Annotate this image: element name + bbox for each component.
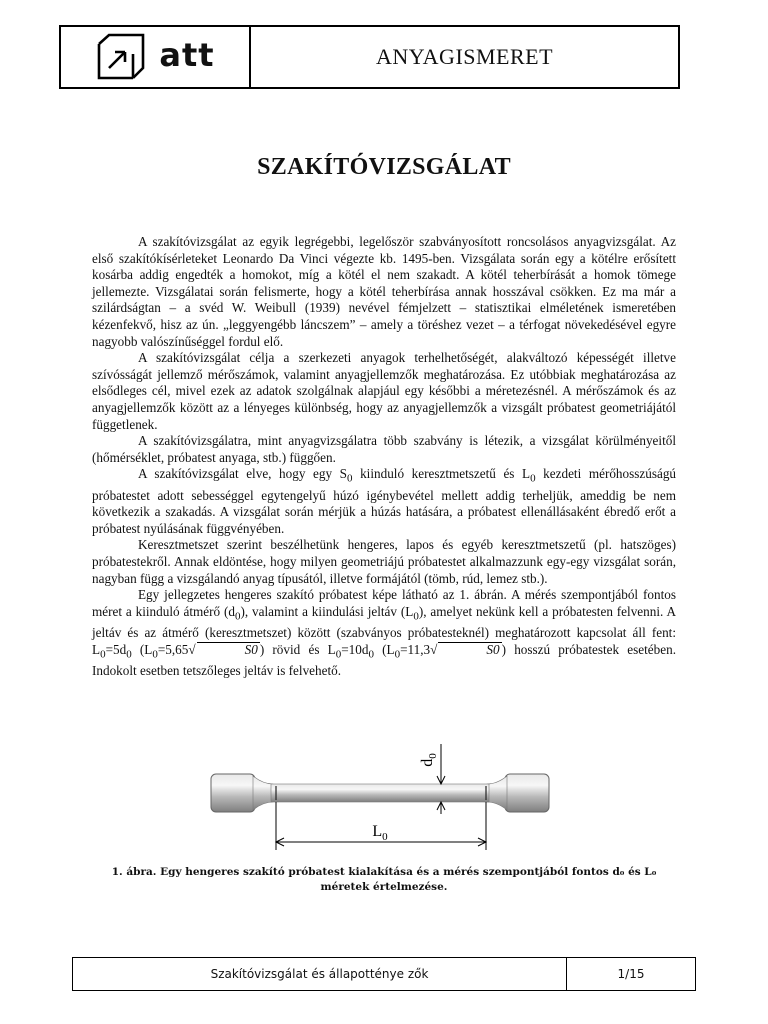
paragraph-3: A szakítóvizsgálatra, mint anyagvizsgálatra több szabvány is létezik, a vizsgálat körülményeitől (hőmérséklet, próbatest anyaga, stb.) függően. <box>92 433 676 465</box>
logo-cube-icon <box>95 32 151 82</box>
document-body <box>92 234 676 679</box>
page-title: SZAKÍTÓVIZSGÁLAT <box>257 154 511 180</box>
header-title: ANYAGISMERET <box>375 44 554 69</box>
specimen-figure <box>205 730 565 852</box>
sqrt-s0: S0 <box>438 642 501 657</box>
footer-document-title: Szakítóvizsgálat és állapotténye zők <box>73 958 567 990</box>
paragraph-2: A szakítóvizsgálat célja a szerkezeti anyagok terhelhetőségét, alakváltozó képességét illetve szívósságát jellemző mérőszámok, valamint anyagjellemzők meghatározása. Ez utóbbiak meghatározása az elsődleges cél, mivel ezek az adatok szolgálnak alapjául egy későbbi a méretezésnél. A mérőszámok és az anyagjellemzők között az a lényeges különbség, hogy az anyagjellemzők a vizsgált próbatest geometriájától függetlenek. <box>92 350 676 432</box>
paragraph-6: Egy jellegzetes hengeres szakító próbatest képe látható az 1. ábrán. A mérés szempontjából fontos méret a kiinduló átmérő $(d_0)$, valamint a kiindulási jeltáv $(L_0)$, amelyet nekünk kell a próbatesten felvenni. A jeltáv és az átmérő (keresztmetszet) között (szabványos próbatesteknél) meghatározott kapcsolat áll fent: $L_0=5d_0$ ($L_0=5,65√$ S0 ) rövid és $L_0=10d_0$ ($L_0=11,3√$ S0 ) hosszú próbatestek esetében. Indokolt esetben tetszőleges jeltáv is felvehető. <box>92 587 677 678</box>
specimen-drawing <box>205 730 565 852</box>
page-header <box>59 25 680 89</box>
paragraph-5: Keresztmetszet szerint beszélhetünk hengeres, lapos és egyéb keresztmetszetű (pl. hatszöges) próbatestekről. Annak eldöntése, hogy milyen geometriájú próbatestet alkalmazzunk egy-egy vizsgálat során, nagyban függ a vizsgálandó anyag típusától, illetve formájától (tömb, rúd, lemez stb.). <box>92 537 676 586</box>
page-footer <box>72 957 696 991</box>
logo-text: att <box>159 36 215 74</box>
d0-label: $d_0$ <box>419 753 439 767</box>
paragraph-1: A szakítóvizsgálat az egyik legrégebbi, legelőször szabványosított roncsolásos anyagvizsgálat. Az első szakítókísérleteket Leonardo Da Vinci végezte kb. 1495-ben. Vizsgálata során egy a kötélre erősített kosárba addig engedték a homokot, míg a kötél el nem szakadt. A kötél teherbírását a homok tömege jellemezte. Vizsgálatai során felismerte, hogy a kötél teherbírása annak hosszával csökken. Ez ma már a szilárdságtan – a svéd W. Weibull (1939) nevével fémjelzett – statisztikai elméletének ismeretében kézenfekvő, hisz az ún. „leggyengébb láncszem” – amely a töréshez vezet – a térfogat növekedésével egyre nagyobb valószínűséggel fordul elő. <box>92 234 676 349</box>
sqrt-s0: S0 <box>197 642 260 657</box>
paragraph-4: A szakítóvizsgálat elve, hogy egy $S_0$ kiinduló keresztmetszetű és $L_0$ kezdeti mérőhosszúságú próbatestet adott sebességgel egytengelyű húzó igénybevétel mellett addig terheljük, ameddig be nem következik a szakadás. A vizsgálat során mérjük a húzás hatására, a próbatest ellenállásaként ébredő erőt a próbatest nyúlásának függvényében. <box>92 466 677 536</box>
figure-caption: 1. ábra. Egy hengeres szakító próbatest kialakítása és a mérés szempontjából fontos d₀ és L₀ méretek értelmezése. <box>111 866 657 893</box>
l0-label: $L_0$ <box>372 823 388 843</box>
logo <box>61 27 251 87</box>
page-number: 1/15 <box>617 967 645 981</box>
